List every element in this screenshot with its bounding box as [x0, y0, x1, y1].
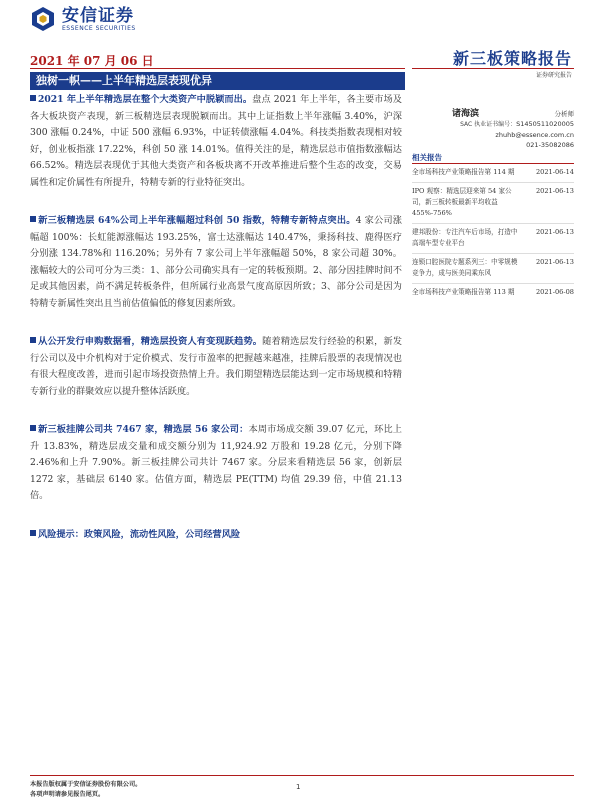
bullet-square-icon: [30, 425, 36, 431]
footer-notice: 各项声明请参见报告尾页。: [30, 791, 105, 798]
related-report-item[interactable]: [412, 257, 574, 279]
bullet-square-icon: [30, 337, 36, 343]
summary-paragraph: [30, 334, 402, 400]
paragraph-text: 盘点 2021 年上半年，各主要市场及各大板块资产表现，新三板精选层表现脱颖而出。其中上证指数上半年涨幅 3.40%，沪深 300 涨幅 0.24%，中证 500 涨幅 6.93%，中证转债涨幅 4.04%。科技类指数表现相对较好，创业板指涨 17.22%，科创 50 涨 14.01%。值得关注的是，精选层总市值指数涨幅达 66.52%。精选层表现优于其他大类资产和各板块离不开改革推进后整个生态的改变，交易属性和定价属性有所提升，特精专新的行业特征突出。: [30, 94, 402, 188]
related-report-item[interactable]: [412, 287, 574, 298]
sac-number: S1450511020005: [516, 120, 574, 128]
related-report-title: 全市场科技产业策略报告第 113 期: [412, 288, 515, 296]
related-reports-list: [412, 167, 574, 302]
header-divider: [30, 68, 405, 69]
bullet-square-icon: [30, 530, 36, 536]
paragraph-text: 随着精选层发行经验的积累，新发行公司以及中介机构对于定价模式、发行市盈率的把握越来越准，挂牌后股票的表现情况也有很大程度改善，进而引起市场投资热情上升。我们期望精选层能达到一定市场规模和特精专新行业的群聚效应以提升整体活跃度。: [30, 336, 403, 397]
risk-warning-text: 风险提示：政策风险，流动性风险，公司经营风险: [38, 528, 241, 540]
related-report-title: 全市场科技产业策略报告第 114 期: [412, 168, 515, 176]
analyst-name: 诸海滨: [452, 109, 480, 119]
related-report-date: 2021-06-13: [535, 258, 574, 266]
analyst-block: [412, 106, 574, 150]
report-type: 新三板策略报告: [452, 49, 572, 68]
analyst-role: 分析师: [554, 110, 574, 118]
related-report-title: IPO 观察：精选层迎来第 54 家公司，新三板转板最新平均收益 455%-756%: [412, 187, 512, 217]
paragraph-lead: 2021 年上半年精选层在整个大类资产中脱颖而出。: [38, 94, 253, 105]
report-title: 独树一帜——上半年精选层表现优异: [30, 72, 405, 90]
related-divider: [412, 163, 574, 164]
related-report-date: 2021-06-13: [535, 228, 574, 236]
sac-label: SAC 执业证书编号：: [460, 121, 517, 128]
sidebar-divider: [412, 68, 574, 69]
page-number: 1: [296, 783, 301, 791]
bullet-square-icon: [30, 95, 36, 101]
paragraph-text: 4 家公司涨幅超 100%：长虹能源涨幅达 193.25%，富士达涨幅达 140.47%，秉扬科技、鹿得医疗分别涨 134.78%和 116.20%；另外有 7 家公司上半年涨幅超 50%，8 家公司超 30%。涨幅较大的公司可分为三类：1、部分公司确实具有一定的转板预期。2、部分因挂牌时间不足或其他因素，尚不满足转板条件，但所属行业高景气度高原因所致；3、部分公司是因为特精专新属性突出且当前估值偏低的修复因素所致。: [30, 215, 402, 309]
related-report-date: 2021-06-08: [535, 288, 574, 296]
logo-mark-icon: [30, 6, 56, 32]
summary-paragraph: [30, 422, 402, 505]
report-date: 2021 年 07 月 06 日: [30, 54, 154, 68]
related-separator: [412, 253, 574, 254]
analyst-phone: 021-35082086: [526, 141, 574, 149]
related-separator: [412, 283, 574, 284]
risk-warning: [30, 527, 402, 544]
summary-paragraph: [30, 213, 402, 312]
related-report-item[interactable]: [412, 227, 574, 249]
footer-disclaimer: [30, 780, 141, 800]
analyst-email[interactable]: zhuhb@essence.com.cn: [495, 131, 574, 139]
paragraph-lead: 新三板精选层 64%公司上半年涨幅超过科创 50 指数，特精专新特点突出。: [38, 215, 356, 226]
analyst-sac: [412, 119, 574, 130]
related-reports-title: 相关报告: [412, 153, 442, 162]
report-body: [30, 92, 402, 565]
related-report-title: 连锁口腔医院专题系列三：中零规模竞争力，成与医美同乘东风: [412, 258, 518, 277]
related-report-item[interactable]: [412, 186, 574, 219]
footer-copyright: 本报告版权属于安信证券股份有限公司。: [30, 781, 142, 788]
related-report-item[interactable]: [412, 167, 574, 178]
paragraph-lead: 从公开发行申购数据看，精选层投资人有变现跃趋势。: [38, 336, 263, 347]
paragraph-text: 本周市场成交额 39.07 亿元，环比上升 13.83%，精选层成交量和成交额分别为 11,924.92 万股和 19.28 亿元，分别下降 2.46%和上升 7.90%。新三板挂牌公司共计 7467 家。分层来看精选层 56 家，创新层 1272 家，基础层 6140 家。估值方面，精选层 PE(TTM) 均值 29.39 倍，中值 21.13 倍。: [30, 424, 402, 501]
logo-name-en: ESSENCE SECURITIES: [62, 24, 136, 32]
bullet-square-icon: [30, 216, 36, 222]
related-separator: [412, 223, 574, 224]
footer-divider: [30, 775, 574, 776]
company-logo: [30, 6, 136, 32]
logo-name-cn: 安信证券: [62, 5, 134, 26]
related-report-title: 建邦股份：专注汽车后市场，打造中高端车型专业平台: [412, 228, 518, 247]
related-separator: [412, 182, 574, 183]
paragraph-lead: 新三板挂牌公司共 7467 家，精选层 56 家公司：: [38, 424, 249, 435]
related-report-date: 2021-06-14: [535, 168, 574, 176]
related-report-date: 2021-06-13: [535, 187, 574, 195]
summary-paragraph: [30, 92, 402, 191]
report-subtype: 证券研究报告: [535, 72, 572, 79]
